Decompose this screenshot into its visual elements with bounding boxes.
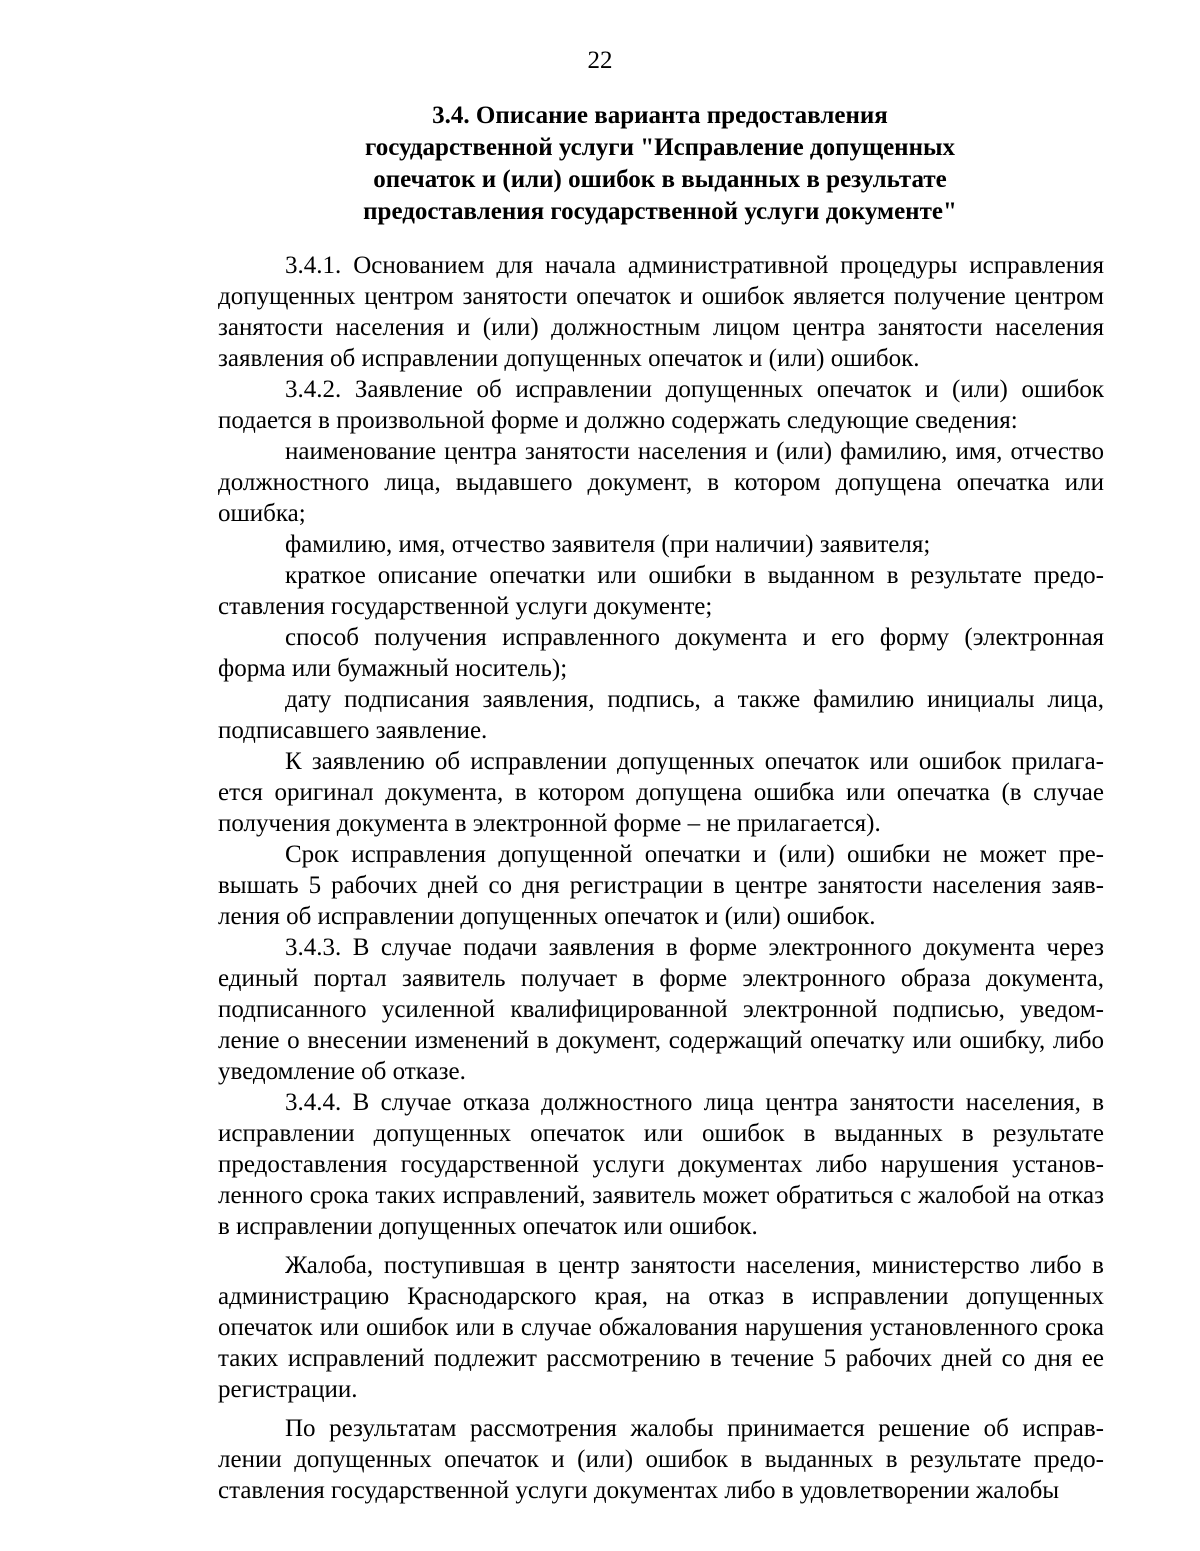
paragraph-correction-term: Срок исправления допущенной опечатки и (или) ошибки не может превышать 5 рабочих дней со дня регистрации в центре занятости населения заявления об исправлении допущенных опечаток и (или) ошибок. [218,841,1104,930]
paragraph-complaint: Жалоба, поступившая в центр занятости населения, министерство либо в администрацию Краснодарского края, на отказ в исправлении допущенных опечаток или ошибок или в случае обжалования нарушения установленного срока таких исправлений подлежит рассмотрению в течение 5 рабочих дней со дня ее регистрации. [218,1252,1104,1403]
list-item-error-description: краткое описание опечатки или ошибки в выданном в результате предоставления государственной услуги документе; [218,562,1104,620]
paragraph-complaint-result: По результатам рассмотрения жалобы принимается решение об исправлении допущенных опечаток и (или) ошибок в выданных в результате предоставления государственной услуги документах либо в удовлетворении жалобы [218,1415,1104,1504]
heading-line: государственной услуги "Исправление допущенных [364,134,956,161]
list-item-delivery-method: способ получения исправленного документа и его форму (электронная форма или бумажный носитель); [218,624,1104,682]
paragraph-3-4-4: 3.4.4. В случае отказа должностного лица центра занятости населения, в исправлении допущенных опечаток или ошибок в выданных в результате предоставления государственной услуги документах либо нарушения установленного срока таких исправлений, заявитель может обратиться с жалобой на отказ в исправлении допущенных опечаток или ошибок. [218,1089,1104,1240]
heading-line: опечаток и (или) ошибок в выданных в результате [373,166,947,193]
paragraph-3-4-2: 3.4.2. Заявление об исправлении допущенных опечаток и (или) ошибок подается в произвольной форме и должно содержать следующие сведения: [218,376,1104,434]
section-heading [300,100,1020,228]
list-item-signature-date: дату подписания заявления, подпись, а также фамилию инициалы лица, подписавшего заявление. [218,686,1104,744]
paragraph-3-4-3: 3.4.3. В случае подачи заявления в форме электронного документа через единый портал заявитель получает в форме электронного образа документа, подписанного усиленной квалифицированной электронной подписью, уведомление о внесении изменений в документ, содержащий опечатку или ошибку, либо уведомление об отказе. [218,934,1104,1085]
paragraph-3-4-1: 3.4.1. Основанием для начала административной процедуры исправления допущенных центром занятости опечаток и ошибок является получение центром занятости населения и (или) должностным лицом центра занятости населения заявления об исправлении допущенных опечаток и (или) ошибок. [218,252,1104,372]
heading-line: 3.4. Описание варианта предоставления [432,102,888,129]
paragraph-attachment: К заявлению об исправлении допущенных опечаток или ошибок прилагается оригинал документа, в котором допущена ошибка или опечатка (в случае получения документа в электронной форме – не прилагается). [218,748,1104,837]
body-text [218,250,1104,1506]
heading-line: предоставления государственной услуги документе" [363,198,957,225]
list-item-applicant-name: фамилию, имя, отчество заявителя (при наличии) заявителя; [285,531,931,558]
list-item-center-name: наименование центра занятости населения и (или) фамилию, имя, отчество должностного лица, выдавшего документ, в котором допущена опечатка или ошибка; [218,438,1104,527]
page-number: 22 [587,47,613,74]
